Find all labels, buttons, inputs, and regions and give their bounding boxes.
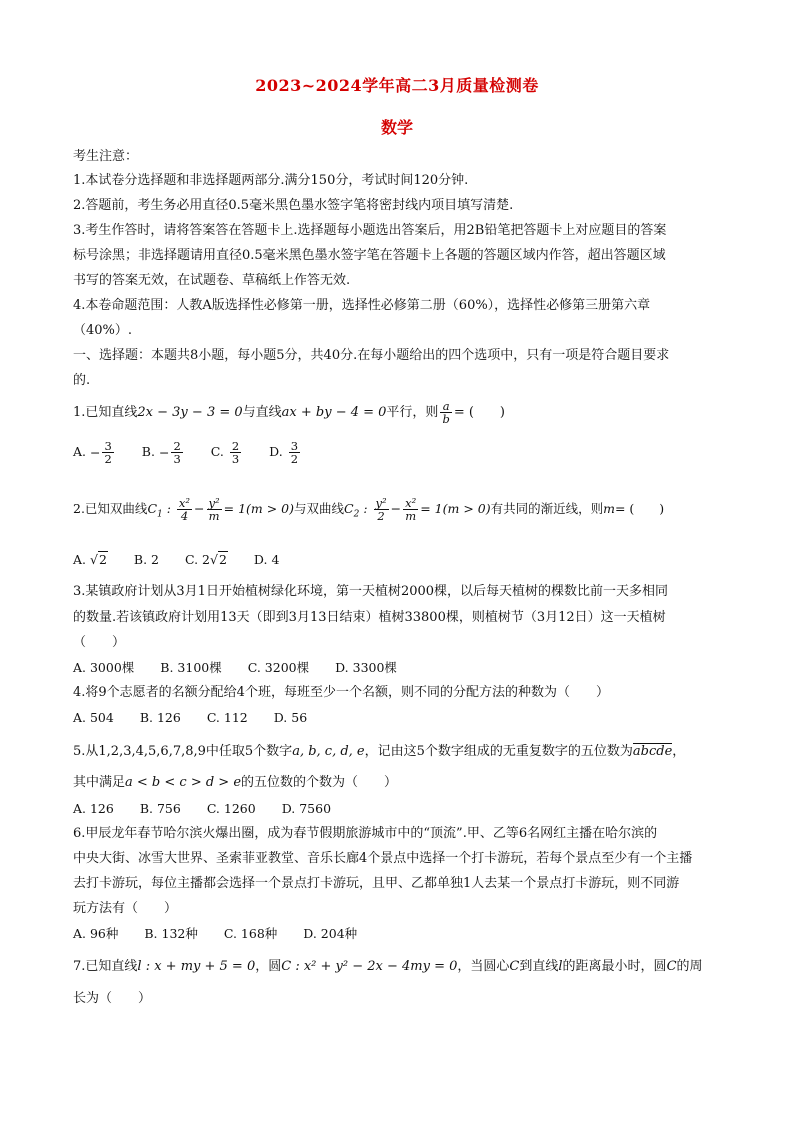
q6-option-a[interactable]: A. 96种 [73, 926, 119, 941]
q1-option-d[interactable] [269, 440, 302, 465]
q7-c2: C [666, 959, 677, 974]
q5-condition: a < b < c > d > e [125, 775, 242, 790]
q7-line-eq: l : x + my + 5 = 0 [137, 959, 256, 974]
q3-line-2: 的数量.若该镇政府计划用13天（即到3月13日结束）植树33800棵，则植树节（3月12日）这一天植树 [73, 610, 666, 625]
q2-post: 有共同的渐近线，则 [490, 501, 604, 516]
q6-options [73, 925, 379, 943]
q1-pre: 1.已知直线 [73, 405, 138, 420]
q7-c: C [509, 959, 520, 974]
q2-option-d[interactable]: D. 4 [253, 552, 280, 567]
q1-option-a-num: 3 [104, 439, 112, 453]
q2-option-c[interactable]: C. 2√2 [184, 552, 227, 567]
q3-options [73, 659, 419, 677]
q2-options [73, 551, 301, 569]
q2-frac-4 [403, 497, 418, 522]
q6-line-2: 中央大街、冰雪大世界、圣索菲亚教堂、音乐长廊4个景点中选择一个打卡游玩，若每个景点至少有一个主播 [73, 851, 693, 866]
q1-option-c-den: 3 [231, 452, 240, 466]
q5-end: ， [672, 744, 686, 759]
q1-frac-den: b [442, 412, 450, 426]
q5-line-1 [73, 743, 733, 761]
q3-line-3: （ ） [73, 635, 126, 650]
q2-option-b[interactable]: B. 2 [133, 552, 159, 567]
q2-c1: C [147, 501, 158, 516]
q5-option-d[interactable]: D. 7560 [281, 801, 332, 816]
question-1 [73, 400, 733, 425]
q1-mid: 与直线 [242, 405, 282, 420]
q2-c1-sub: 1 [157, 509, 163, 520]
section-heading-line-1: 一、选择题：本题共8小题，每小题5分，共40分.在每小题给出的四个选项中，只有一项是符合题目要求 [73, 348, 670, 363]
q1-option-b[interactable] [142, 440, 185, 465]
q7-pre: 7.已知直线 [73, 959, 138, 974]
q5-pre: 5.从1,2,3,4,5,6,7,8,9中任取5个数字 [73, 744, 293, 759]
q1-post: 平行，则 [386, 405, 439, 420]
q7-line-2: 长为（ ） [73, 991, 152, 1006]
q7-post3: 的周 [676, 959, 703, 974]
exam-title: 2023~2024学年高二3月质量检测卷 [255, 76, 539, 95]
q2-f3-num: y² [375, 496, 387, 510]
q1-option-b-frac [171, 440, 182, 465]
note-4-line-1: 4.本卷命题范围：人教A版选择性必修第一册，选择性必修第二册（60%），选择性必修第三册第六章 [73, 298, 651, 313]
note-3-line-2: 标号涂黑；非选择题请用直径0.5毫米黑色墨水签字笔在答题卡上各题的答题区域内作答，超出答题区域 [73, 248, 666, 263]
q1-option-b-den: 3 [173, 452, 181, 466]
q1-option-b-num: 2 [173, 439, 181, 453]
q1-option-a-den: 2 [104, 452, 112, 466]
note-3-line-1: 3.考生作答时，请将答案答在答题卡上.选择题每小题选出答案后，用2B铅笔把答题卡上对应题目的答案 [73, 223, 667, 238]
q2-f1-den: 4 [180, 509, 189, 523]
q2-option-a[interactable]: A. √2 [73, 552, 107, 567]
q6-option-b[interactable]: B. 132种 [144, 926, 198, 941]
q1-option-c-frac [230, 440, 241, 465]
q5-l2-post: 的五位数的个数为（ ） [241, 775, 398, 790]
q2-option-a-radicand: 2 [98, 552, 107, 567]
q2-option-c-radicand: 2 [218, 552, 227, 567]
q2-option-c-label: C. 2 [184, 552, 211, 567]
q1-option-b-label: B. [141, 444, 155, 459]
q4-option-b[interactable]: B. 126 [139, 710, 181, 725]
q5-l2-pre: 其中满足 [73, 775, 126, 790]
q2-f1-num: x² [178, 496, 191, 510]
q2-mid: 与双曲线 [294, 501, 345, 516]
q1-frac-num: a [440, 400, 451, 413]
q7-line-1 [73, 958, 733, 976]
q2-frac-1 [177, 497, 192, 522]
q5-line-2 [73, 774, 733, 792]
note-2: 2.答题前，考生务必用直径0.5毫米黑色墨水签字笔将密封线内项目填写清楚. [73, 198, 514, 213]
q6-line-1: 6.甲辰龙年春节哈尔滨火爆出圈，成为春节假期旅游城市中的“顶流”.甲、乙等6名网红主播在哈尔滨的 [73, 826, 658, 841]
q5-option-b[interactable]: B. 756 [139, 801, 181, 816]
notes-heading: 考生注意： [73, 149, 139, 164]
q4-line-1: 4.将9个志愿者的名额分配给4个班，每班至少一个名额，则不同的分配方法的种数为（ ） [73, 685, 609, 700]
q7-mid: ，圆 [255, 959, 282, 974]
q3-option-a[interactable]: A. 3000棵 [73, 660, 135, 675]
q7-post2: 的距离最小时，圆 [562, 959, 667, 974]
q2-f2-den: m [208, 509, 220, 523]
q3-option-b[interactable]: B. 3100棵 [160, 660, 222, 675]
subject-title: 数学 [380, 118, 413, 137]
q2-tail: = ( ) [614, 501, 665, 516]
q2-c2: C [344, 501, 354, 516]
q7-to: 到直线 [519, 959, 559, 974]
q4-options [73, 709, 329, 727]
q5-option-a[interactable]: A. 126 [73, 801, 114, 816]
q5-mid: ，记由这5个数字组成的无重复数字的五位数为 [364, 744, 633, 759]
q4-option-a[interactable]: A. 504 [73, 710, 114, 725]
q1-option-d-frac [289, 440, 300, 465]
q2-pre: 2.已知双曲线 [73, 501, 148, 516]
q2-c2-sub: 2 [353, 509, 360, 520]
q1-option-a-sign: − [90, 444, 101, 460]
q2-f4-den: m [405, 509, 417, 523]
q1-eq1: 2x − 3y − 3 = 0 [137, 405, 243, 420]
question-2: 2.已知双曲线$C_1$ : $\frac{\text{x²}}{4}$ − $\frac{\text{y²}}{m}$ = 1(m > 0)与双曲线$C_2$ : $\frac{\text{y²}}{2}$ − $\frac{\text{x²}}{m}$ = 1(m > 0)有共同的渐近线，则m= ( ) [73, 496, 665, 523]
q5-number: abcde [632, 744, 673, 759]
q1-option-c-num: 2 [231, 439, 240, 453]
q2-eq-tail-1: = 1(m > 0) [223, 501, 295, 516]
q6-option-d[interactable]: D. 204种 [303, 926, 358, 941]
q1-option-a-frac [102, 440, 113, 465]
q1-option-c[interactable] [211, 440, 243, 465]
q5-options [73, 800, 353, 818]
q6-line-3: 去打卡游玩，每位主播都会选择一个景点打卡游玩，且甲、乙都单独1人去某一个景点打卡游玩，则不同游 [73, 876, 680, 891]
q6-option-c[interactable]: C. 168种 [223, 926, 278, 941]
q1-option-c-label: C. [210, 444, 224, 459]
q3-option-c[interactable]: C. 3200棵 [247, 660, 310, 675]
q4-option-c[interactable]: C. 112 [206, 710, 248, 725]
q2-frac-2 [207, 497, 222, 522]
q1-option-a[interactable] [73, 440, 116, 465]
q1-options [73, 440, 324, 465]
q6-line-4: 玩方法有（ ） [73, 901, 178, 916]
q2-f3-den: 2 [377, 509, 385, 523]
q3-option-d[interactable]: D. 3300棵 [335, 660, 397, 675]
q1-option-d-num: 3 [290, 439, 299, 453]
q1-option-a-label: A. [73, 444, 87, 459]
q2-f2-num: y² [208, 496, 220, 510]
q1-option-d-den: 2 [290, 452, 299, 466]
q7-circle-eq: C : x² + y² − 2x − 4my = 0 [281, 959, 458, 974]
note-3-line-3: 书写的答案无效，在试题卷、草稿纸上作答无效. [73, 273, 351, 288]
q7-post: ，当圆心 [457, 959, 510, 974]
q7-l: l [558, 959, 563, 974]
q1-tail: = ( ) [453, 405, 505, 420]
q1-option-b-sign: − [158, 444, 170, 460]
q1-fraction [440, 400, 451, 425]
q5-option-c[interactable]: C. 1260 [206, 801, 256, 816]
q2-var: m [603, 501, 615, 516]
q1-eq2: ax + by − 4 = 0 [281, 405, 387, 420]
q3-line-1: 3.某镇政府计划从3月1日开始植树绿化环境，第一天植树2000棵，以后每天植树的棵数比前一天多相同 [73, 584, 669, 599]
q2-option-a-label: A. [73, 552, 87, 567]
q4-option-d[interactable]: D. 56 [273, 710, 308, 725]
note-4-line-2: （40%）. [73, 323, 133, 338]
q2-frac-3 [374, 497, 389, 522]
q5-vars: a, b, c, d, e [292, 744, 365, 759]
note-1: 1.本试卷分选择题和非选择题两部分.满分150分，考试时间120分钟. [73, 173, 469, 188]
q2-f4-num: x² [405, 496, 417, 510]
section-heading-line-2: 的. [73, 373, 91, 388]
q2-eq-tail-2: = 1(m > 0) [420, 501, 491, 516]
q1-option-d-label: D. [269, 444, 283, 459]
